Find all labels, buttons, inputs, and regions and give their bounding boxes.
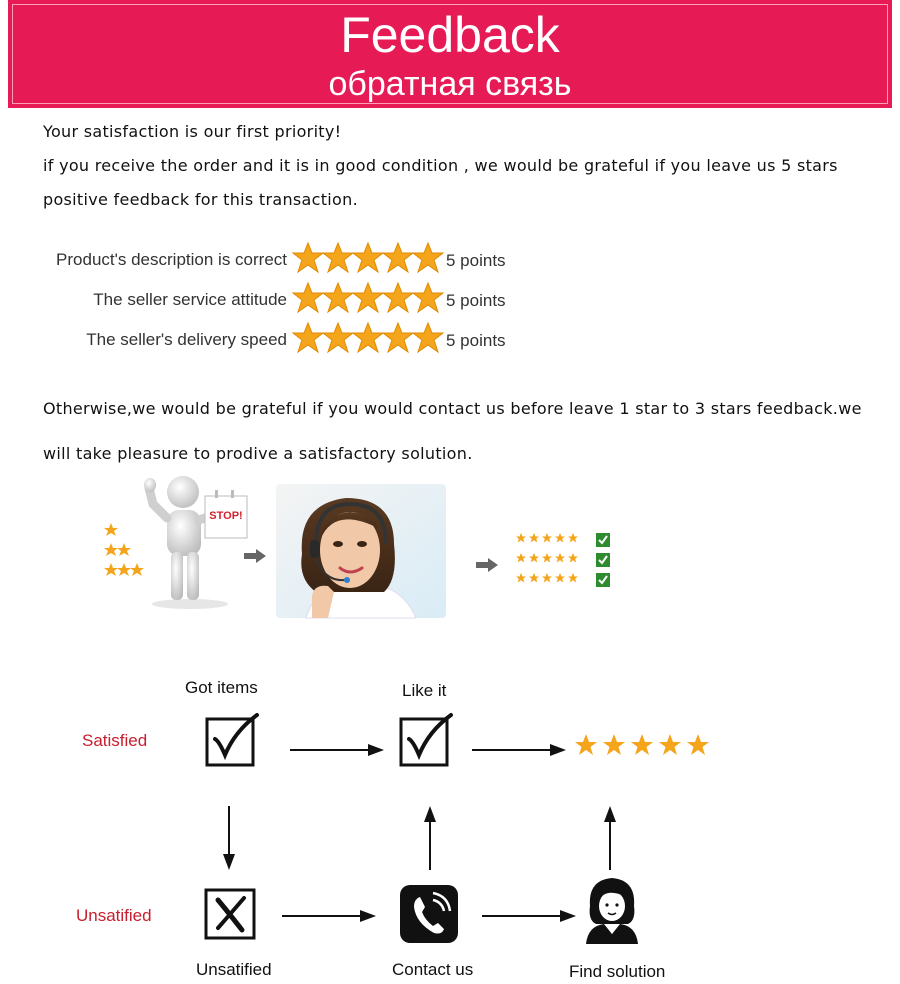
rating-star-icon	[293, 322, 323, 354]
rating-points-delivery: 5 points	[446, 331, 506, 350]
phone-icon	[400, 885, 460, 945]
flow-satisfied-label: Satisfied	[82, 731, 148, 750]
rating-star-icon	[323, 322, 353, 354]
five-stars-result-icon	[575, 734, 715, 758]
intro-line-1: Your satisfaction is our first priority!	[43, 122, 342, 141]
rating-star-icon	[383, 242, 413, 274]
rating-points-description: 5 points	[446, 251, 506, 270]
rating-star-icon	[383, 322, 413, 354]
rating-star-icon	[413, 322, 443, 354]
illustration-arrow-1-icon	[244, 549, 266, 563]
flow-unsatisfied-side-label: Unsatified	[76, 906, 152, 925]
rating-stars-description	[293, 242, 443, 276]
rating-label-delivery: The seller's delivery speed	[86, 330, 287, 349]
rating-star-icon	[413, 242, 443, 274]
rating-stars-delivery	[293, 322, 443, 356]
flow-like-it-label: Like it	[402, 681, 447, 700]
rating-label-service: The seller service attitude	[93, 290, 287, 309]
banner-title: Feedback	[340, 7, 560, 63]
flow-arrow-got-to-like-icon	[290, 743, 385, 757]
intro-line-2: if you receive the order and it is in good condition , we would be grateful if you leave us 5 stars	[43, 156, 838, 175]
stop-figure-icon	[145, 474, 250, 609]
flow-arrow-unsat-to-contact-icon	[282, 909, 377, 923]
got-items-check-icon	[205, 713, 261, 767]
rating-star-icon	[413, 282, 443, 314]
high-stars-checks-icon	[516, 533, 616, 593]
flow-got-items-label: Got items	[185, 678, 258, 697]
rating-star-icon	[353, 242, 383, 274]
illustration-arrow-2-icon	[476, 558, 498, 572]
flow-arrow-contact-to-solution-icon	[482, 909, 577, 923]
rating-star-icon	[293, 282, 323, 314]
support-operator-icon	[584, 876, 640, 944]
flow-unsatisfied-label: Unsatified	[196, 960, 272, 979]
stop-sign-text: STOP!	[209, 510, 243, 522]
flow-arrow-like-to-stars-icon	[472, 743, 567, 757]
rating-star-icon	[353, 322, 383, 354]
flow-contact-us-label: Contact us	[392, 960, 474, 979]
banner-subtitle: обратная связь	[328, 65, 572, 103]
rating-label-description: Product's description is correct	[56, 250, 287, 269]
feedback-banner	[8, 0, 892, 108]
flow-arrow-down-icon	[222, 806, 236, 870]
rating-star-icon	[383, 282, 413, 314]
rating-star-icon	[293, 242, 323, 274]
customer-support-photo	[276, 484, 446, 618]
flow-arrow-up-contact-icon	[423, 806, 437, 870]
flow-arrow-up-solution-icon	[603, 806, 617, 870]
otherwise-line-2: will take pleasure to prodive a satisfactory solution.	[43, 444, 473, 463]
rating-star-icon	[323, 282, 353, 314]
intro-line-3: positive feedback for this transaction.	[43, 190, 358, 209]
like-it-check-icon	[399, 713, 455, 767]
rating-star-icon	[323, 242, 353, 274]
rating-stars-service	[293, 282, 443, 316]
flow-find-solution-label: Find solution	[569, 962, 666, 981]
rating-points-service: 5 points	[446, 291, 506, 310]
unsatisfied-x-icon	[204, 886, 258, 942]
rating-star-icon	[353, 282, 383, 314]
otherwise-line-1: Otherwise,we would be grateful if you would contact us before leave 1 star to 3 stars feedback.we	[43, 399, 862, 418]
